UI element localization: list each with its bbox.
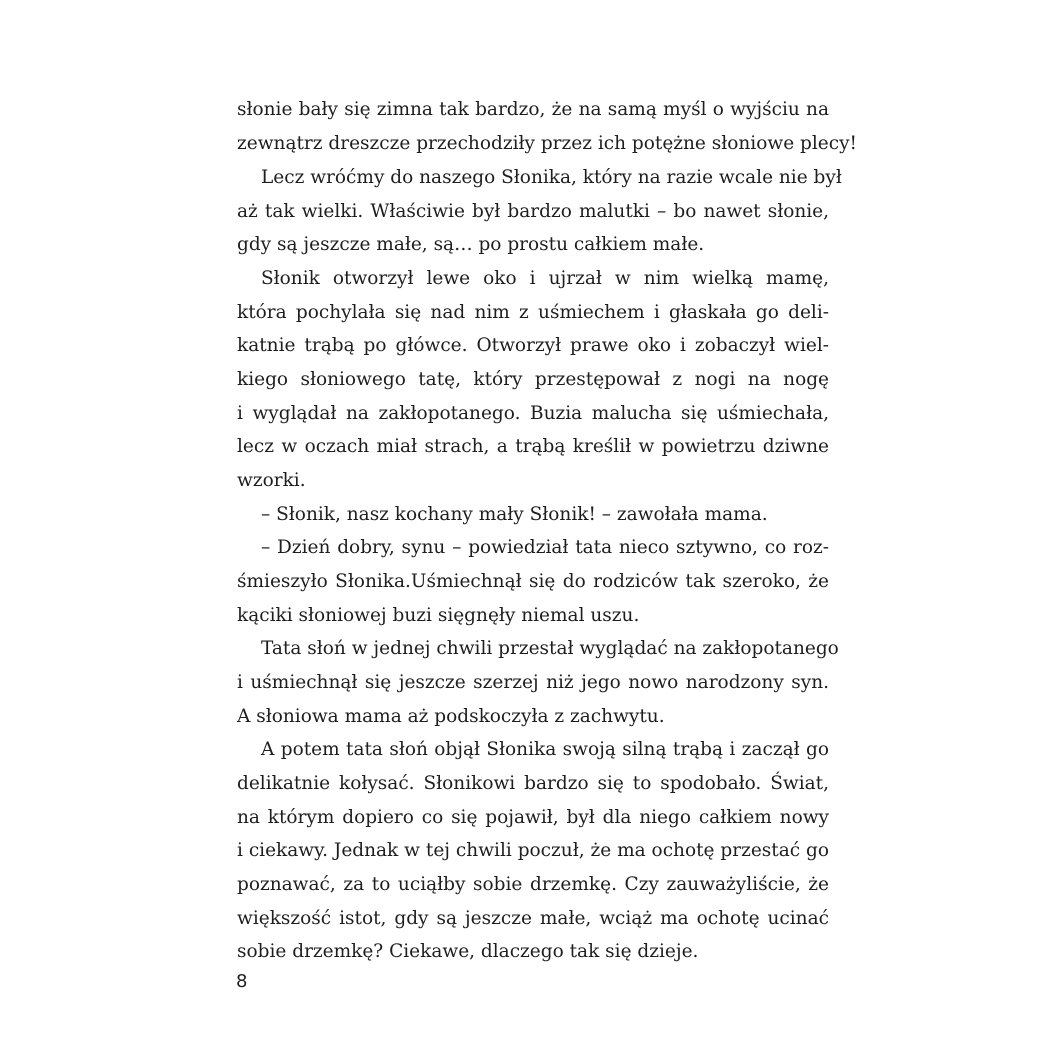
dialogue-line: – Słonik, nasz kochany mały Słonik! – zawołała mama. xyxy=(261,504,768,525)
text-line: i uśmiechnął się jeszcze szerzej niż jego nowo narodzony syn. xyxy=(237,672,829,693)
text-line: słonie bały się zimna tak bardzo, że na samą myśl o wyjściu na xyxy=(237,99,829,120)
paragraph-last-line: gdy są jeszcze małe, są… po prostu całkiem małe. xyxy=(237,234,705,255)
text-line: i wyglądał na zakłopotanego. Buzia malucha się uśmiechała, xyxy=(237,403,829,424)
text-line: lecz w oczach miał strach, a trąbą kreślił w powietrzu dziwne xyxy=(237,436,829,457)
paragraph-first-line: Lecz wróćmy do naszego Słonika, który na razie wcale nie był xyxy=(261,167,842,188)
paragraph-first-line: Słonik otworzył lewe oko i ujrzał w nim wielką mamę, xyxy=(261,268,829,289)
paragraph-last-line: sobie drzemkę? Ciekawe, dlaczego tak się dzieje. xyxy=(237,941,699,962)
text-line: aż tak wielki. Właściwie był bardzo malutki – bo nawet słonie, xyxy=(237,201,829,222)
text-line: poznawać, za to uciąłby sobie drzemkę. Czy zauważyliście, że xyxy=(237,874,829,895)
text-line: na którym dopiero co się pojawił, był dla niego całkiem nowy xyxy=(237,807,829,828)
paragraph-last-line: A słoniowa mama aż podskoczyła z zachwytu. xyxy=(237,706,665,727)
page-number: 8 xyxy=(236,971,248,992)
paragraph-last-line: wzorki. xyxy=(237,470,306,491)
text-line: kiego słoniowego tatę, który przestępował z nogi na nogę xyxy=(237,369,829,390)
text-line: i ciekawy. Jednak w tej chwili poczuł, że ma ochotę przestać go xyxy=(237,840,829,861)
text-line: większość istot, gdy są jeszcze małe, wciąż ma ochotę ucinać xyxy=(237,908,829,929)
dialogue-line: – Dzień dobry, synu – powiedział tata nieco sztywno, co roz- xyxy=(261,537,829,558)
paragraph-last-line: kąciki słoniowej buzi sięgnęły niemal uszu. xyxy=(237,605,640,626)
paragraph-first-line: Tata słoń w jednej chwili przestał wyglądać na zakłopotanego xyxy=(261,638,839,659)
paragraph-first-line: A potem tata słoń objął Słonika swoją silną trąbą i zaczął go xyxy=(261,739,829,760)
text-line: zewnątrz dreszcze przechodziły przez ich potężne słoniowe plecy! xyxy=(237,133,857,154)
text-line: delikatnie kołysać. Słonikowi bardzo się to spodobało. Świat, xyxy=(237,773,829,794)
text-line: śmieszyło Słonika.Uśmiechnął się do rodziców tak szeroko, że xyxy=(237,571,829,592)
text-line: która pochylała się nad nim z uśmiechem i głaskała go deli- xyxy=(237,302,829,323)
text-line: katnie trąbą po główce. Otworzył prawe oko i zobaczył wiel- xyxy=(237,335,829,356)
